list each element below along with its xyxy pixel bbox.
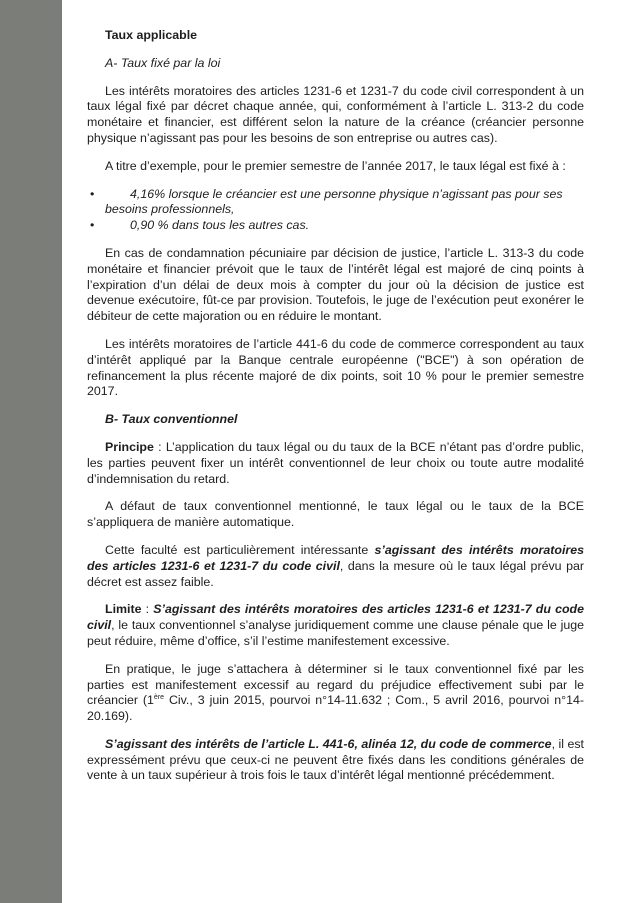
bullet-mark: • [90, 218, 95, 233]
section-title: Taux applicable [105, 28, 198, 42]
list-item [87, 218, 584, 234]
limite-text: , le taux conventionnel s’analyse juridiquement comme une clause pénale que le juge peut réduire, même d’office, s’il l’estime manifestement excessive. [87, 618, 584, 648]
principe-label: Principe [105, 439, 154, 454]
paragraph-faculty [87, 543, 584, 590]
paragraph-legal-rate: Les intérêts moratoires des articles 1231-6 et 1231-7 du code civil correspondent à un taux légal fixé par décret chaque année, qui, conformément à l’article L. 313-2 du code monétaire et financier, est différent selon la nature de la créance (créancier personne physique n’agissant pas pour les besoins de son entreprise ou autres cas). [87, 83, 584, 145]
bullet-mark: • [90, 186, 95, 201]
paragraph-commercial-rate: Les intérêts moratoires de l’article 441-6 du code de commerce correspondent au taux d’intérêt appliqué par la Banque centrale européenne ("BCE") à son opération de refinancement la plus récente majoré de dix points, soit 10 % pour le premier semestre 2017. [87, 336, 584, 399]
principe-text: : L’application du taux légal ou du taux de la BCE n’étant pas d’ordre public, les parties peuvent fixer un intérêt conventionnel de leur choix ou toute autre modalité d’indemnisation du retard. [87, 439, 584, 486]
subsection-b-heading: B- Taux conventionnel [105, 412, 238, 427]
commerce-emphasis: S’agissant des intérêts de l’article L. 441-6, alinéa 12, du code de commerce [105, 736, 552, 751]
faculty-text-end: , dans la mesure où le taux légal prévu par décret est assez faible. [87, 558, 584, 589]
rate-list [87, 187, 584, 234]
paragraph-commerce-code [87, 737, 584, 784]
paragraph-default: A défaut de taux conventionnel mentionné, le taux légal ou le taux de la BCE s’appliquera de manière automatique. [87, 499, 584, 530]
paragraph-principe [87, 440, 584, 487]
list-item [87, 187, 584, 219]
paragraph-practice [87, 662, 584, 725]
commerce-text: , il est expressément prévu que ceux-ci ne peuvent être fixés dans les conditions générales de vente à un taux supérieur à trois fois le taux d’intérêt légal mentionné précédemment. [87, 736, 584, 783]
paragraph-limite [87, 602, 584, 649]
side-band [0, 0, 62, 903]
limite-emphasis: S’agissant des intérêts moratoires des articles 1231-6 et 1231-7 du code civil [87, 602, 584, 633]
subsection-a-heading: A- Taux fixé par la loi [105, 55, 221, 70]
paragraph-example-intro: A titre d’exemple, pour le premier semestre de l’année 2017, le taux légal est fixé à : [105, 158, 566, 173]
limite-label: Limite [105, 602, 142, 617]
ordinal-superscript: ère [153, 694, 165, 702]
limite-separator: : [141, 602, 154, 617]
faculty-text: Cette faculté est particulièrement intéressante [105, 542, 375, 557]
list-item-text: 0,90 % dans tous les autres cas. [130, 218, 310, 233]
list-item-text: 4,16% lorsque le créancier est une personne physique n’agissant pas pour ses besoins professionnels, [105, 186, 563, 217]
practice-text: En pratique, le juge s’attachera à déterminer si le taux conventionnel fixé par les parties est manifestement excessif au regard du préjudice effectivement subi par le créancier (1 [87, 661, 584, 708]
paragraph-condemnation: En cas de condamnation pécuniaire par décision de justice, l’article L. 313-3 du code monétaire et financier prévoit que le taux de l’intérêt légal est majoré de cinq points à l’expiration d’un délai de deux mois à compter du jour où la décision de justice est devenue exécutoire, fût-ce par provision. Toutefois, le juge de l’exécution peut exonérer le débiteur de cette majoration ou en réduire le montant. [87, 245, 584, 324]
faculty-emphasis: s’agissant des intérêts moratoires des articles 1231-6 et 1231-7 du code civil [87, 542, 584, 573]
document-body [87, 28, 584, 796]
practice-text-end: Civ., 3 juin 2015, pourvoi n°14-11.632 ; Com., 5 avril 2016, pourvoi n°14-20.169). [87, 693, 584, 724]
